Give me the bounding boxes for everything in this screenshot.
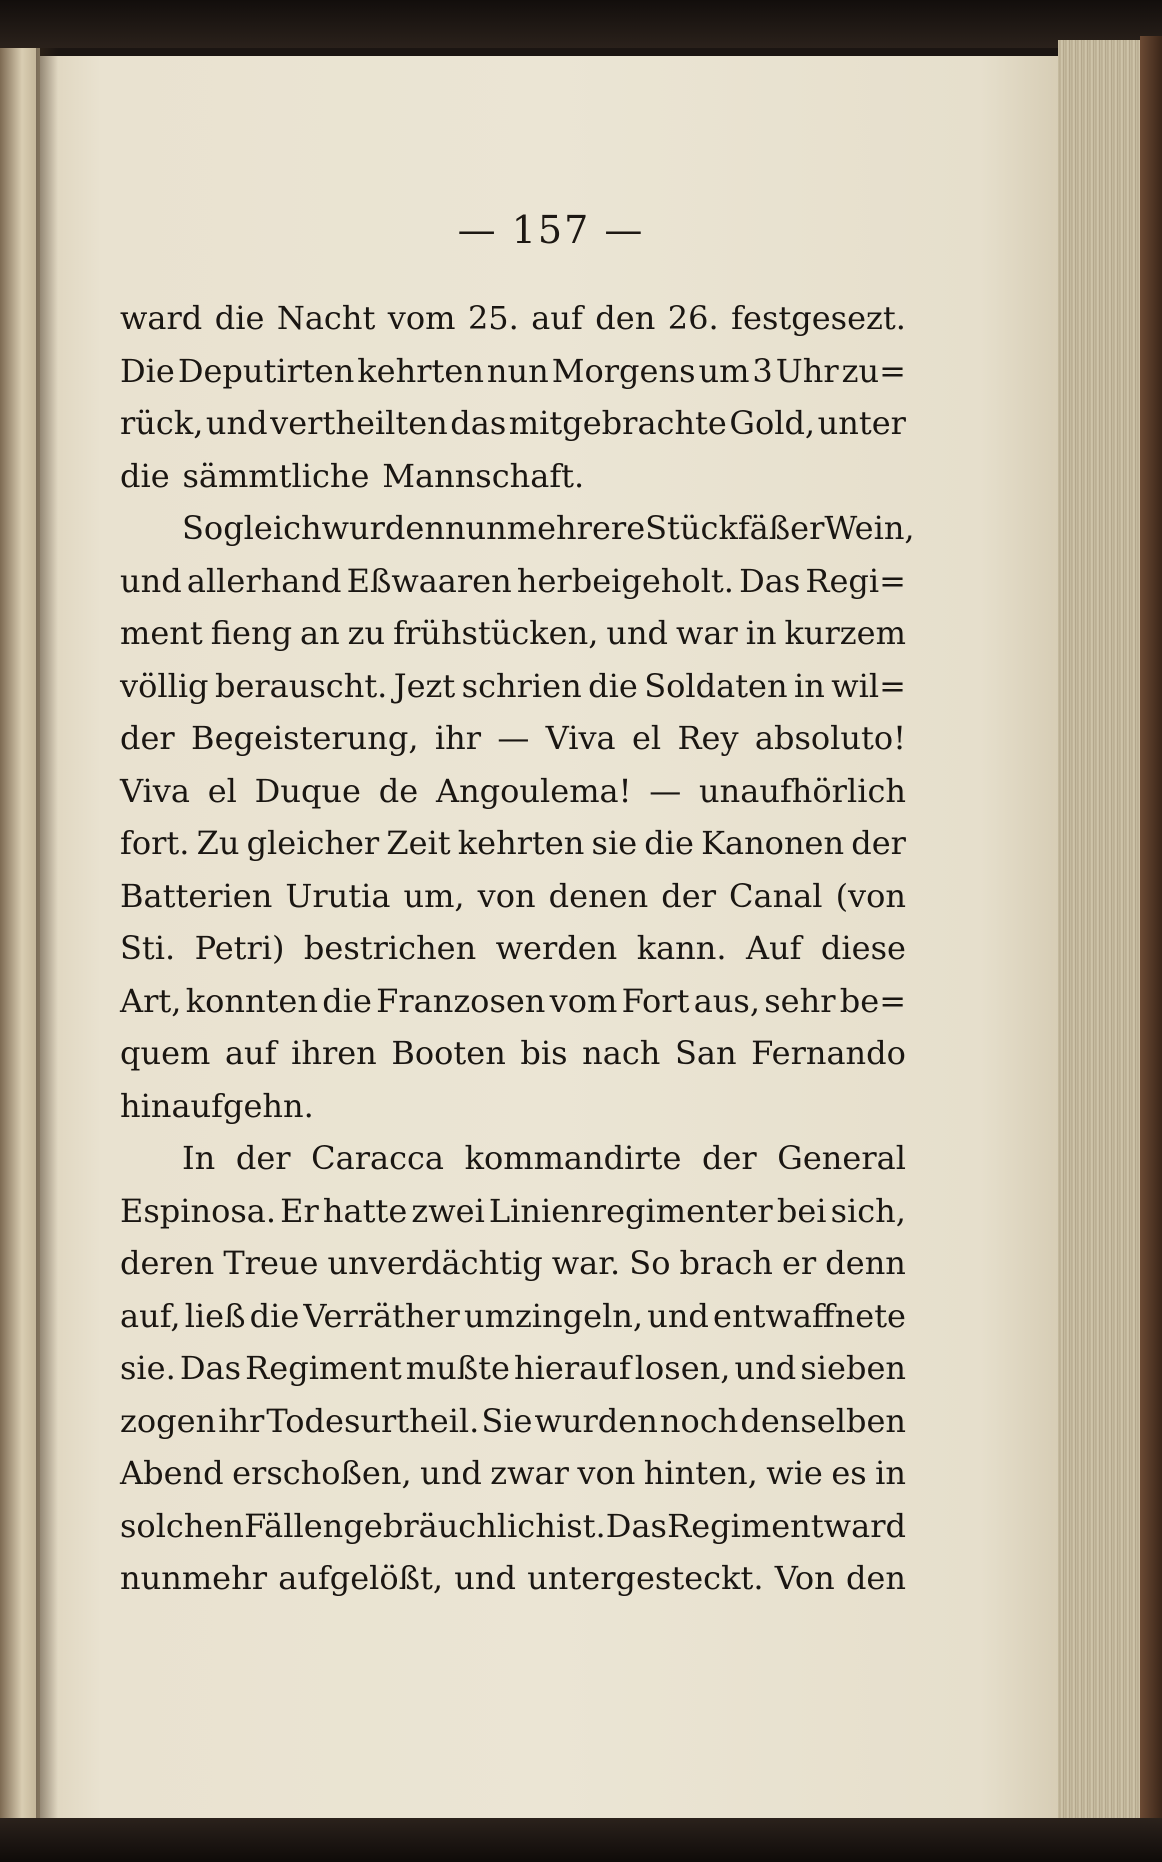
word: kurzem xyxy=(784,614,906,652)
word: Espinosa. xyxy=(120,1191,277,1230)
page-number-header: — 157 — xyxy=(457,208,645,252)
word: zu= xyxy=(841,351,906,390)
word: umzingeln, xyxy=(463,1296,644,1335)
word: diese xyxy=(820,929,906,967)
text-line xyxy=(120,817,906,870)
text-line xyxy=(120,1342,906,1395)
word: Batterien xyxy=(120,876,273,915)
word: konnten xyxy=(185,981,318,1020)
word: er xyxy=(781,1244,817,1282)
word: völlig xyxy=(120,666,209,705)
word: quem xyxy=(120,1034,211,1072)
word: Art, xyxy=(120,981,182,1020)
word: unaufhörlich xyxy=(699,771,906,810)
word: zwei xyxy=(411,1191,485,1230)
word: Mannschaft. xyxy=(382,456,585,495)
word: So xyxy=(629,1244,671,1282)
word: um xyxy=(698,351,750,390)
text-line xyxy=(120,1185,906,1238)
scan-background-top xyxy=(0,0,1162,48)
word: Fort xyxy=(621,981,690,1020)
word: und xyxy=(420,1454,482,1492)
word: frühstücken, xyxy=(393,614,599,652)
word: Angoulema! xyxy=(435,771,632,810)
word: allerhand xyxy=(186,561,342,600)
word: erschoßen, xyxy=(232,1454,412,1492)
word: sie xyxy=(591,824,638,862)
word: Auf xyxy=(745,929,802,967)
word: zogen xyxy=(120,1401,217,1440)
word: wurden xyxy=(321,509,445,547)
word: ward xyxy=(823,1506,906,1545)
word: schrien xyxy=(461,666,582,705)
word: rück, xyxy=(120,404,204,442)
word: absoluto! xyxy=(754,719,906,757)
word: die xyxy=(214,299,265,337)
text-line xyxy=(120,1290,906,1343)
word: um, xyxy=(403,876,465,915)
word: und xyxy=(647,1296,709,1335)
word: ihr xyxy=(218,1401,265,1440)
word: Abend xyxy=(120,1454,224,1492)
word: hierauf xyxy=(514,1349,631,1387)
word: die xyxy=(644,824,694,862)
word: Kanonen xyxy=(701,824,845,862)
word: Er xyxy=(280,1191,319,1230)
word: Regiment xyxy=(667,1506,824,1545)
word: San xyxy=(674,1034,737,1072)
word: unverdächtig xyxy=(327,1244,543,1282)
word: mehrere xyxy=(506,509,646,547)
word: ließ xyxy=(184,1296,246,1335)
word: Stückfäßer xyxy=(645,509,825,547)
word: fieng xyxy=(210,614,293,652)
word: der xyxy=(851,824,906,862)
word: und xyxy=(454,1559,516,1597)
word: Von xyxy=(774,1559,835,1597)
text-line xyxy=(120,1447,906,1500)
word: hinaufgehn. xyxy=(120,1086,314,1125)
word: Fällen xyxy=(244,1506,344,1545)
word: Nacht xyxy=(276,299,376,337)
word: Viva xyxy=(545,719,616,757)
word: Das xyxy=(605,1506,667,1545)
word: auf, xyxy=(120,1296,181,1335)
word: hatte xyxy=(322,1191,408,1230)
body-text xyxy=(120,292,915,1605)
word: gebräuchlich xyxy=(343,1506,556,1545)
word: in xyxy=(875,1454,906,1492)
word: der xyxy=(235,1139,291,1177)
text-line xyxy=(120,1500,906,1553)
text-line xyxy=(120,1552,906,1605)
word: Duque xyxy=(254,771,361,810)
text-line xyxy=(120,1237,906,1290)
word: Soldaten xyxy=(644,666,788,705)
word: in xyxy=(745,614,777,652)
word: und xyxy=(205,404,268,442)
word: von xyxy=(477,876,536,915)
word: und xyxy=(734,1349,797,1387)
word: den xyxy=(845,1559,906,1597)
word: fort. xyxy=(120,824,190,862)
word: Eßwaaren xyxy=(346,561,512,600)
word: die xyxy=(249,1296,300,1335)
word: Petri) xyxy=(194,929,285,967)
word: und xyxy=(120,561,182,600)
word: el xyxy=(631,719,662,757)
text-line xyxy=(120,712,906,765)
text-line xyxy=(120,870,906,923)
word: sich, xyxy=(830,1191,906,1230)
word: Franzosen xyxy=(376,981,546,1020)
word: In xyxy=(182,1139,216,1177)
word: unter xyxy=(817,404,906,442)
word: von xyxy=(577,1454,636,1492)
word: untergesteckt. xyxy=(527,1559,764,1597)
facing-page-edge xyxy=(0,48,40,1828)
word: Treue xyxy=(223,1244,319,1282)
word: ward xyxy=(120,299,203,337)
text-line xyxy=(120,450,906,503)
word: denselben xyxy=(740,1401,906,1440)
text-line xyxy=(120,975,906,1028)
text-line xyxy=(120,765,906,818)
word: vom xyxy=(549,981,618,1020)
word: der xyxy=(701,1139,757,1177)
word: Canal xyxy=(729,876,823,915)
word: Regi= xyxy=(805,561,906,600)
word: Uhr xyxy=(775,351,839,390)
word: vom xyxy=(387,299,456,337)
word: Sti. xyxy=(120,929,176,967)
word: solchen xyxy=(120,1506,244,1545)
word: an xyxy=(300,614,340,652)
word: Zu xyxy=(196,824,240,862)
word: kehrten xyxy=(357,351,484,390)
word: sie. xyxy=(120,1349,176,1387)
word: (von xyxy=(835,876,906,915)
word: Sie xyxy=(481,1401,533,1440)
text-line xyxy=(120,660,906,713)
word: wurden xyxy=(534,1401,658,1440)
text-line xyxy=(120,397,906,450)
text-line xyxy=(120,292,906,345)
word: die xyxy=(120,456,170,495)
word: nach xyxy=(582,1034,661,1072)
word: losen, xyxy=(634,1349,731,1387)
word: Booten xyxy=(391,1034,506,1072)
word: hinten, xyxy=(643,1454,758,1492)
word: festgesezt. xyxy=(731,299,906,337)
word: Wein, xyxy=(824,509,915,547)
word: war. xyxy=(551,1244,621,1282)
word: bei xyxy=(776,1191,827,1230)
word: Das xyxy=(179,1349,242,1387)
scan-background-bottom xyxy=(0,1818,1162,1862)
word: bestrichen xyxy=(303,929,477,967)
word: Urutia xyxy=(285,876,391,915)
word: zwar xyxy=(490,1454,569,1492)
word: 3 xyxy=(752,351,773,390)
text-line xyxy=(120,555,906,608)
word: auf xyxy=(224,1034,277,1072)
word: Gold, xyxy=(729,404,816,442)
word: Jezt xyxy=(393,666,456,705)
word: Zeit xyxy=(386,824,451,862)
text-line xyxy=(120,1132,906,1185)
word: Die xyxy=(120,351,175,390)
word: es xyxy=(831,1454,867,1492)
word: 26. xyxy=(667,299,719,337)
word: aus, xyxy=(693,981,760,1020)
word: herbeigeholt. xyxy=(516,561,734,600)
word: Sogleich xyxy=(182,509,322,547)
word: sämmtliche xyxy=(182,456,370,495)
word: ihren xyxy=(291,1034,377,1072)
word: Das xyxy=(739,561,801,600)
word: das xyxy=(450,404,507,442)
word: brach xyxy=(679,1244,773,1282)
word: zu xyxy=(347,614,386,652)
word: die xyxy=(588,666,638,705)
word: ihr xyxy=(434,719,482,757)
word: Rey xyxy=(677,719,739,757)
word: denn xyxy=(825,1244,906,1282)
word: Linienregimenter xyxy=(488,1191,773,1230)
word: kommandirte xyxy=(464,1139,682,1177)
word: bis xyxy=(520,1034,568,1072)
word: nun xyxy=(486,351,549,390)
word: war xyxy=(675,614,738,652)
word: sehr xyxy=(764,981,836,1020)
word: Regiment xyxy=(245,1349,402,1387)
text-line xyxy=(120,345,906,398)
word: — xyxy=(649,771,682,810)
word: wil= xyxy=(831,666,906,705)
word: de xyxy=(378,771,419,810)
word: Fernando xyxy=(751,1034,906,1072)
word: Caracca xyxy=(311,1139,444,1177)
word: Verräther xyxy=(303,1296,460,1335)
word: mußte xyxy=(405,1349,510,1387)
word: vertheilten xyxy=(270,404,448,442)
word: denen xyxy=(548,876,649,915)
word: entwaffnete xyxy=(713,1296,906,1335)
word: Morgens xyxy=(551,351,696,390)
word: noch xyxy=(659,1401,739,1440)
text-line xyxy=(120,1080,906,1133)
word: 25. xyxy=(467,299,519,337)
word: gleicher xyxy=(246,824,380,862)
word: Todesurtheil. xyxy=(266,1401,480,1440)
text-line xyxy=(120,1027,906,1080)
word: der xyxy=(120,719,175,757)
word: mitgebrachte xyxy=(508,404,727,442)
word: — xyxy=(497,719,530,757)
word: berauscht. xyxy=(214,666,388,705)
word: Viva xyxy=(120,771,190,810)
word: wie xyxy=(766,1454,823,1492)
text-line xyxy=(120,922,906,975)
word: ment xyxy=(120,614,203,652)
word: der xyxy=(661,876,716,915)
word: Begeisterung, xyxy=(191,719,419,757)
word: in xyxy=(794,666,825,705)
word: auf xyxy=(531,299,583,337)
word: aufgelößt, xyxy=(278,1559,444,1597)
text-line xyxy=(120,1395,906,1448)
word: nun xyxy=(444,509,507,547)
word: el xyxy=(207,771,237,810)
word: Deputirten xyxy=(177,351,355,390)
word: ist. xyxy=(555,1506,606,1545)
word: deren xyxy=(120,1244,215,1282)
text-line xyxy=(120,607,906,660)
word: werden xyxy=(495,929,618,967)
text-line xyxy=(120,502,915,555)
book-cover-edge xyxy=(1140,36,1162,1836)
word: die xyxy=(322,981,372,1020)
word: kann. xyxy=(636,929,727,967)
word: General xyxy=(777,1139,906,1177)
word: kehrten xyxy=(457,824,585,862)
spine-shadow xyxy=(36,48,58,1828)
word: be= xyxy=(839,981,906,1020)
word: sieben xyxy=(800,1349,906,1387)
word: den xyxy=(595,299,656,337)
word: nunmehr xyxy=(120,1559,268,1597)
word: und xyxy=(606,614,669,652)
